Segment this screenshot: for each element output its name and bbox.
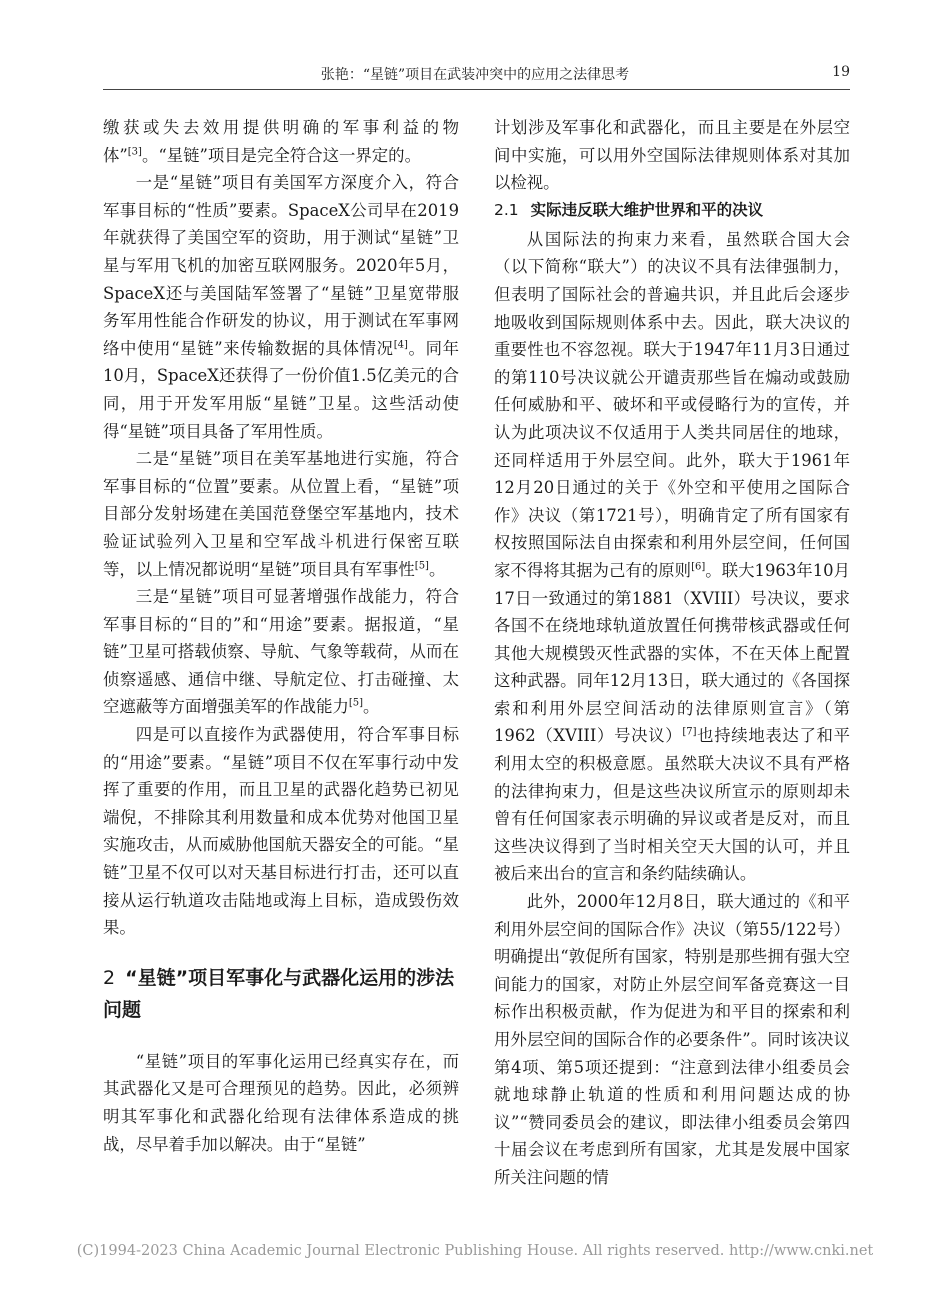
citation-ref: [3]: [127, 146, 142, 158]
page-number: 19: [832, 64, 850, 80]
header-rule: [103, 89, 850, 90]
citation-ref: [7]: [682, 727, 697, 738]
paragraph: 二是“星链”项目在美军基地进行实施，符合军事目标的“位置”要素。从位置上看，“星链”项目部分发射场建在美国范登堡空军基地内，技术验证试验列入卫星和空军战斗机进行保密互联等，以上情况都说明“星链”项目具有军事性[5]。: [103, 449, 459, 579]
left-column: [103, 114, 459, 1158]
running-header-title: 张艳：“星链”项目在武装冲突中的应用之法律思考: [320, 67, 630, 83]
section-title: “星链”项目军事化与武器化运用的涉法问题: [103, 966, 455, 1021]
citation-ref: [6]: [691, 561, 706, 573]
footer-copyright: (C)1994-2023 China Academic Journal Electronic Publishing House. All rights reserved. http://www.cnki.net: [76, 1243, 874, 1259]
paragraph: 计划涉及军事化和武器化，而且主要是在外层空间中实施，可以用外空国际法律规则体系对其加以检视。: [494, 118, 850, 193]
subsection-title: 实际违反联大维护世界和平的决议: [530, 200, 764, 219]
citation-ref: [5]: [414, 560, 429, 572]
paragraph: “星链”项目的军事化运用已经真实存在，而其武器化又是可合理预见的趋势。因此，必须辨明其军事化和武器化给现有法律体系造成的挑战，尽早着手加以解决。由于“星链”: [103, 1051, 459, 1154]
paragraph: 一是“星链”项目有美国军方深度介入，符合军事目标的“性质”要素。SpaceX公司早在2019年就获得了美国空军的资助，用于测试“星链”卫星与军用飞机的加密互联网服务。2020年5月，SpaceX还与美国陆军签署了“星链”卫星宽带服务军用性能合作研发的协议，用于测试在军事网络中使用“星链”来传输数据的具体情况[4]。同年10月，SpaceX还获得了一份价值1.5亿美元的合同，用于开发军用版“星链”卫星。这些活动使得“星链”项目具备了军用性质。: [103, 173, 459, 441]
right-column: [494, 114, 850, 1192]
subsection-heading: [494, 197, 850, 224]
citation-ref: [4]: [393, 339, 408, 351]
paragraph: 四是可以直接作为武器使用，符合军事目标的“用途”要素。“星链”项目不仅在军事行动中发挥了重要的作用，而且卫星的武器化趋势已初见端倪，不排除其利用数量和成本优势对他国卫星实施攻击，从而威胁他国航天器安全的可能。“星链”卫星不仅可以对天基目标进行打击，还可以直接从运行轨道攻击陆地或海上目标，造成毁伤效果。: [103, 725, 459, 938]
paragraph: 此外，2000年12月8日，联大通过的《和平利用外层空间的国际合作》决议（第55/122号）明确提出“敦促所有国家，特别是那些拥有强大空间能力的国家，对防止外层空间军备竞赛这一目标作出积极贡献，作为促进为和平目的探索和利用外层空间的国际合作的必要条件”。同时该决议第4项、第5项还提到：“注意到法律小组委员会就地球静止轨道的性质和利用问题达成的协议”“赞同委员会的建议，即法律小组委员会第四十届会议在考虑到所有国家，尤其是发展中国家所关注问题的情: [494, 892, 850, 1187]
citation-ref: [5]: [348, 698, 364, 709]
section-number: 2: [103, 966, 116, 989]
section-heading: [103, 962, 459, 1026]
paragraph: 三是“星链”项目可显著增强作战能力，符合军事目标的“目的”和“用途”要素。据报道，“星链”卫星可搭载侦察、导航、气象等载荷，从而在侦察遥感、通信中继、导航定位、打击碰撞、太空遮蔽等方面增强美军的作战能力[5]。: [103, 587, 459, 717]
paragraph: 从国际法的拘束力来看，虽然联合国大会（以下简称“联大”）的决议不具有法律强制力，但表明了国际社会的普遍共识，并且此后会逐步地吸收到国际规则体系中去。因此，联大决议的重要性也不容忽视。联大于1947年11月3日通过的第110号决议就公开谴责那些旨在煽动或鼓励任何威胁和平、破坏和平或侵略行为的宣传，并认为此项决议不仅适用于人类共同居住的地球，还同样适用于外层空间。此外，联大于1961年12月20日通过的关于《外空和平使用之国际合作》决议（第1721号），明确肯定了所有国家有权按照国际法自由探索和利用外层空间，任何国家不得将其据为己有的原则[6]。联大1963年10月17日一致通过的第1881（XVIII）号决议，要求各国不在绕地球轨道放置任何携带核武器或任何其他大规模毁灭性武器的实体，不在天体上配置这种武器。同年12月13日，联大通过的《各国探索和利用外层空间活动的法律原则宣言》（第1962（XVIII）号决议）[7]也持续地表达了和平利用太空的积极意愿。虽然联大决议不具有严格的法律拘束力，但是这些决议所宣示的原则却未曾有任何国家表示明确的异议或者是反对，而且这些决议得到了当时相关空天大国的认可，并且被后来出台的宣言和条约陆续确认。: [494, 229, 850, 884]
paragraph: 缴获或失去效用提供明确的军事利益的物体”[3]。“星链”项目是完全符合这一界定的。: [103, 118, 459, 165]
subsection-number: 2.1: [494, 200, 519, 219]
